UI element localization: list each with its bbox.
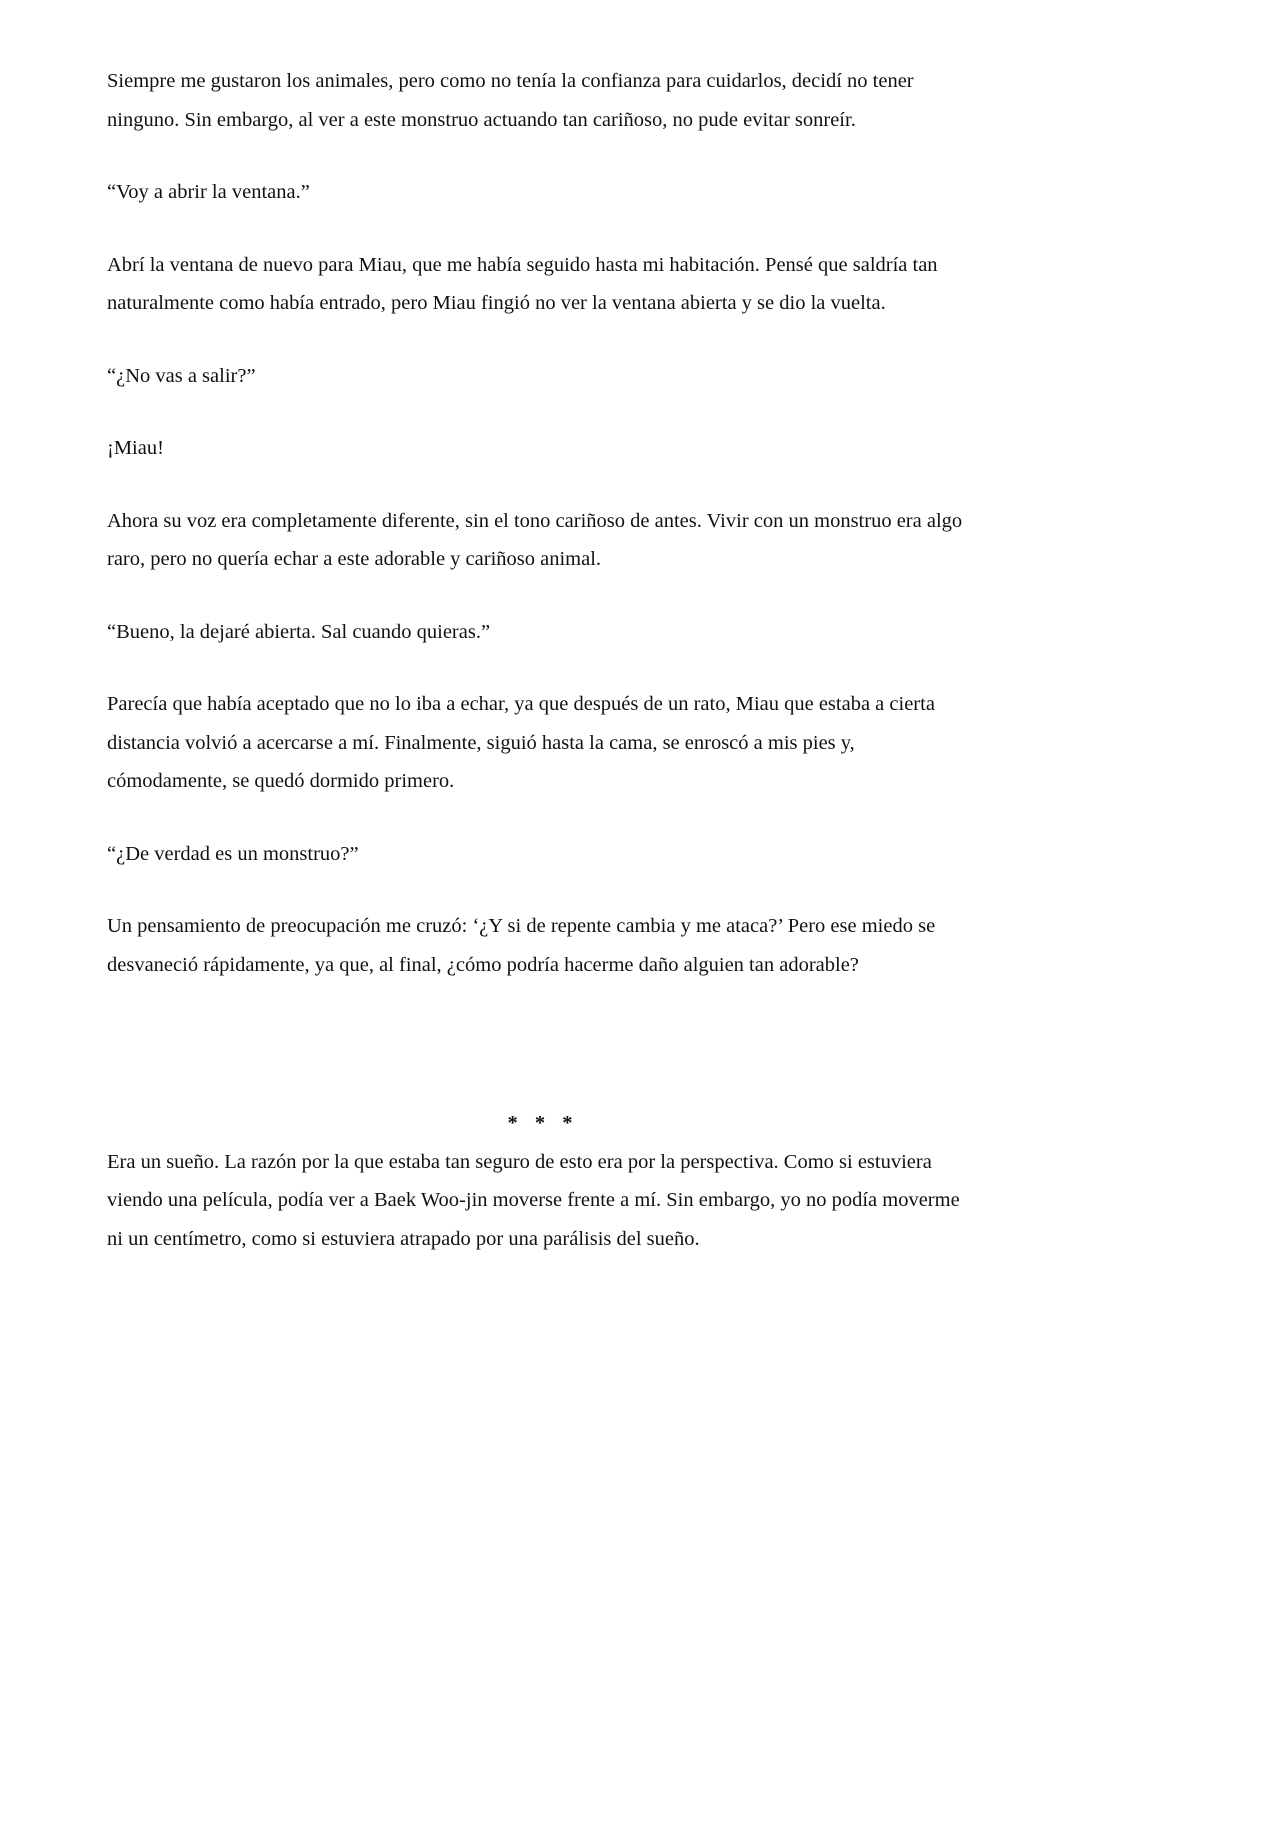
paragraph-parecia-que-habia-aceptado: Parecía que había aceptado que no lo iba a echar, ya que después de un rato, Miau que estaba a cierta distancia volvió a acercarse a mí. Finalmente, siguió hasta la cama, se enroscó a mis pies y, cómodamente, se quedó dormido primero.	[107, 693, 935, 792]
document-text-column	[107, 62, 979, 1258]
scene-break-separator: * * *	[507, 1112, 579, 1134]
paragraph-un-pensamiento-de-preocupacion: Un pensamiento de preocupación me cruzó: ‘¿Y si de repente cambia y me ataca?’ Pero ese miedo se desvaneció rápidamente, ya que, al final, ¿cómo podría hacerme daño alguien tan adorable?	[107, 915, 936, 976]
paragraph-ahora-su-voz: Ahora su voz era completamente diferente, sin el tono cariñoso de antes. Vivir con un monstruo era algo raro, pero no quería echar a este adorable y cariñoso animal.	[107, 509, 963, 570]
dialogue-de-verdad-es-un-monstruo: “¿De verdad es un monstruo?”	[107, 842, 359, 865]
paragraph-era-un-sueno: Era un sueño. La razón por la que estaba tan seguro de esto era por la perspectiva. Como si estuviera viendo una película, podía ver a Baek Woo-jin moverse frente a mí. Sin embargo, yo no podía moverme ni un centímetro, como si estuviera atrapado por una parálisis del sueño.	[107, 1150, 960, 1250]
paragraph-abri-la-ventana: Abrí la ventana de nuevo para Miau, que me había seguido hasta mi habitación. Pensé que saldría tan naturalmente como había entrado, pero Miau fingió no ver la ventana abierta y se dio la vuelta.	[107, 253, 938, 314]
dialogue-bueno-la-dejare-abierta: “Bueno, la dejaré abierta. Sal cuando quieras.”	[107, 620, 491, 643]
dialogue-abrir-ventana: “Voy a abrir la ventana.”	[107, 181, 310, 203]
paragraph-intro-animals: Siempre me gustaron los animales, pero como no tenía la confianza para cuidarlos, decidí no tener ninguno. Sin embargo, al ver a este monstruo actuando tan cariñoso, no pude evitar sonreír.	[107, 70, 914, 131]
dialogue-no-vas-a-salir: “¿No vas a salir?”	[107, 364, 256, 387]
dialogue-miau: ¡Miau!	[107, 437, 164, 459]
